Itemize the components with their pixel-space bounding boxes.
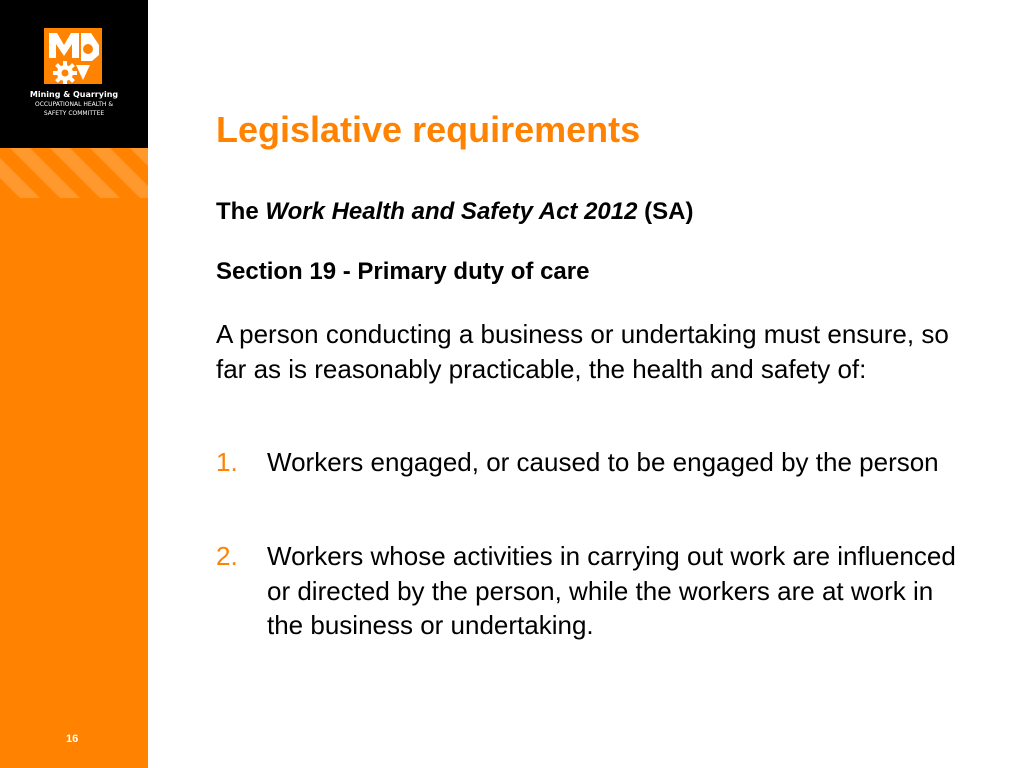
intro-paragraph: A person conducting a business or undertaking must ensure, so far as is reasonably practicable, the health and safety of:	[216, 319, 949, 384]
mq-logo-icon	[44, 28, 102, 84]
page-number: 16	[66, 733, 79, 745]
list-item-number: 1.	[216, 447, 238, 477]
act-suffix: (SA)	[644, 198, 694, 225]
slide-title: Legislative requirements	[216, 109, 641, 150]
logo-text-subtitle: OCCUPATIONAL HEALTH &	[34, 101, 114, 108]
list-item-number: 2.	[216, 541, 238, 571]
logo-text-title: Mining & Quarrying	[29, 90, 119, 99]
act-reference	[216, 198, 693, 226]
sidebar	[0, 0, 148, 768]
act-name: Work Health and Safety Act 2012	[265, 198, 638, 225]
list-item-text: Workers engaged, or caused to be engaged by the person	[267, 447, 939, 477]
section-heading: Section 19 - Primary duty of care	[216, 258, 590, 285]
act-prefix: The	[216, 198, 259, 225]
list-item-text: Workers whose activities in carrying out work are influenced or directed by the person, while the workers are at work in the business or undertaking.	[267, 541, 956, 640]
logo-block	[0, 0, 148, 148]
logo-text-committee: SAFETY COMMITTEE	[43, 110, 105, 117]
decorative-stripes	[0, 148, 148, 198]
